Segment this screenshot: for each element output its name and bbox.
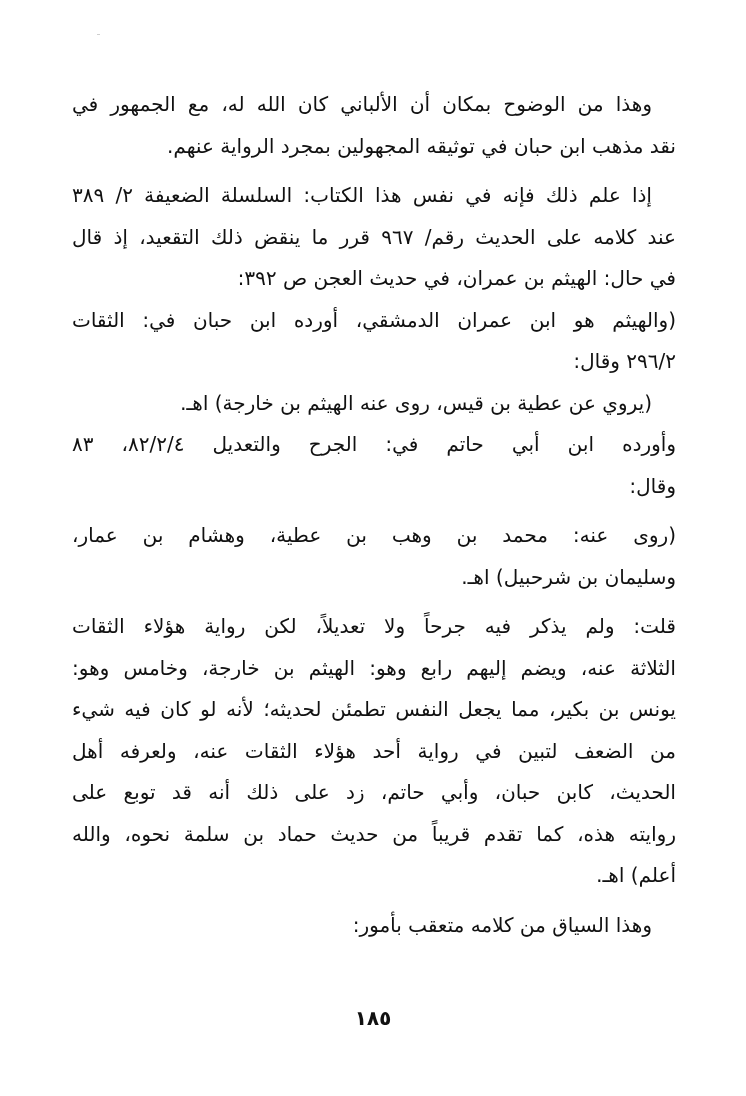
- text-line-19: أعلم) اهـ.: [596, 863, 676, 887]
- text-line-9: وأورده ابن أبي حاتم في: الجرح والتعديل ٨٢/٢/٤، ٨٣: [72, 432, 677, 456]
- text-line-4: عند كلامه على الحديث رقم/ ٩٦٧ قرر ما ينقض ذلك التقعيد، إذ قال: [72, 224, 676, 249]
- text-line-13: قلت: ولم يذكر فيه جرحاً ولا تعديلاً، لكن رواية هؤلاء الثقات: [72, 614, 676, 638]
- text-line-7: ٢٩٦/٢ وقال:: [573, 349, 676, 373]
- body-text: [72, 84, 676, 946]
- text-line-11: (روى عنه: محمد بن وهب بن عطية، وهشام بن عمار،: [72, 523, 676, 547]
- text-line-20: وهذا السياق من كلامه متعقب بأمور:: [352, 912, 652, 937]
- text-line-12: وسليمان بن شرحبيل) اهـ.: [461, 564, 676, 589]
- text-line-3: إذا علم ذلك فإنه في نفس هذا الكتاب: السلسلة الضعيفة ٢/ ٣٨٩: [72, 183, 652, 207]
- text-line-8: (يروي عن عطية بن قيس، روى عنه الهيثم بن خارجة) اهـ.: [180, 390, 652, 415]
- text-line-6: (والهيثم هو ابن عمران الدمشقي، أورده ابن حبان في: الثقات: [72, 307, 676, 332]
- text-line-5: في حال: الهيثم بن عمران، في حديث العجن ص ٣٩٢:: [237, 266, 676, 290]
- text-line-2: نقد مذهب ابن حبان في توثيقه المجهولين بمجرد الرواية عنهم.: [167, 133, 676, 158]
- text-line-18: روايته هذه، كما تقدم قريباً من حديث حماد بن سلمة نحوه، والله: [72, 821, 676, 846]
- page-number: ١٨٥: [354, 1006, 392, 1030]
- text-line-10: وقال:: [629, 473, 676, 498]
- text-line-14: الثلاثة عنه، ويضم إليهم رابع وهو: الهيثم بن خارجة، وخامس وهو:: [72, 655, 676, 680]
- text-line-16: من الضعف لتبين في رواية أحد هؤلاء الثقات عنه، ولعرفه أهل: [72, 738, 676, 763]
- text-line-17: الحديث، كابن حبان، وأبي حاتم، زد على ذلك أنه قد توبع على: [72, 780, 676, 804]
- scan-speck: [97, 34, 100, 35]
- text-line-15: يونس بن بكير، مما يجعل النفس تطمئن لحديثه؛ لأنه لو كان فيه شيء: [72, 697, 676, 721]
- text-line-1: وهذا من الوضوح بمكان أن الألباني كان الله له، مع الجمهور في: [72, 92, 652, 116]
